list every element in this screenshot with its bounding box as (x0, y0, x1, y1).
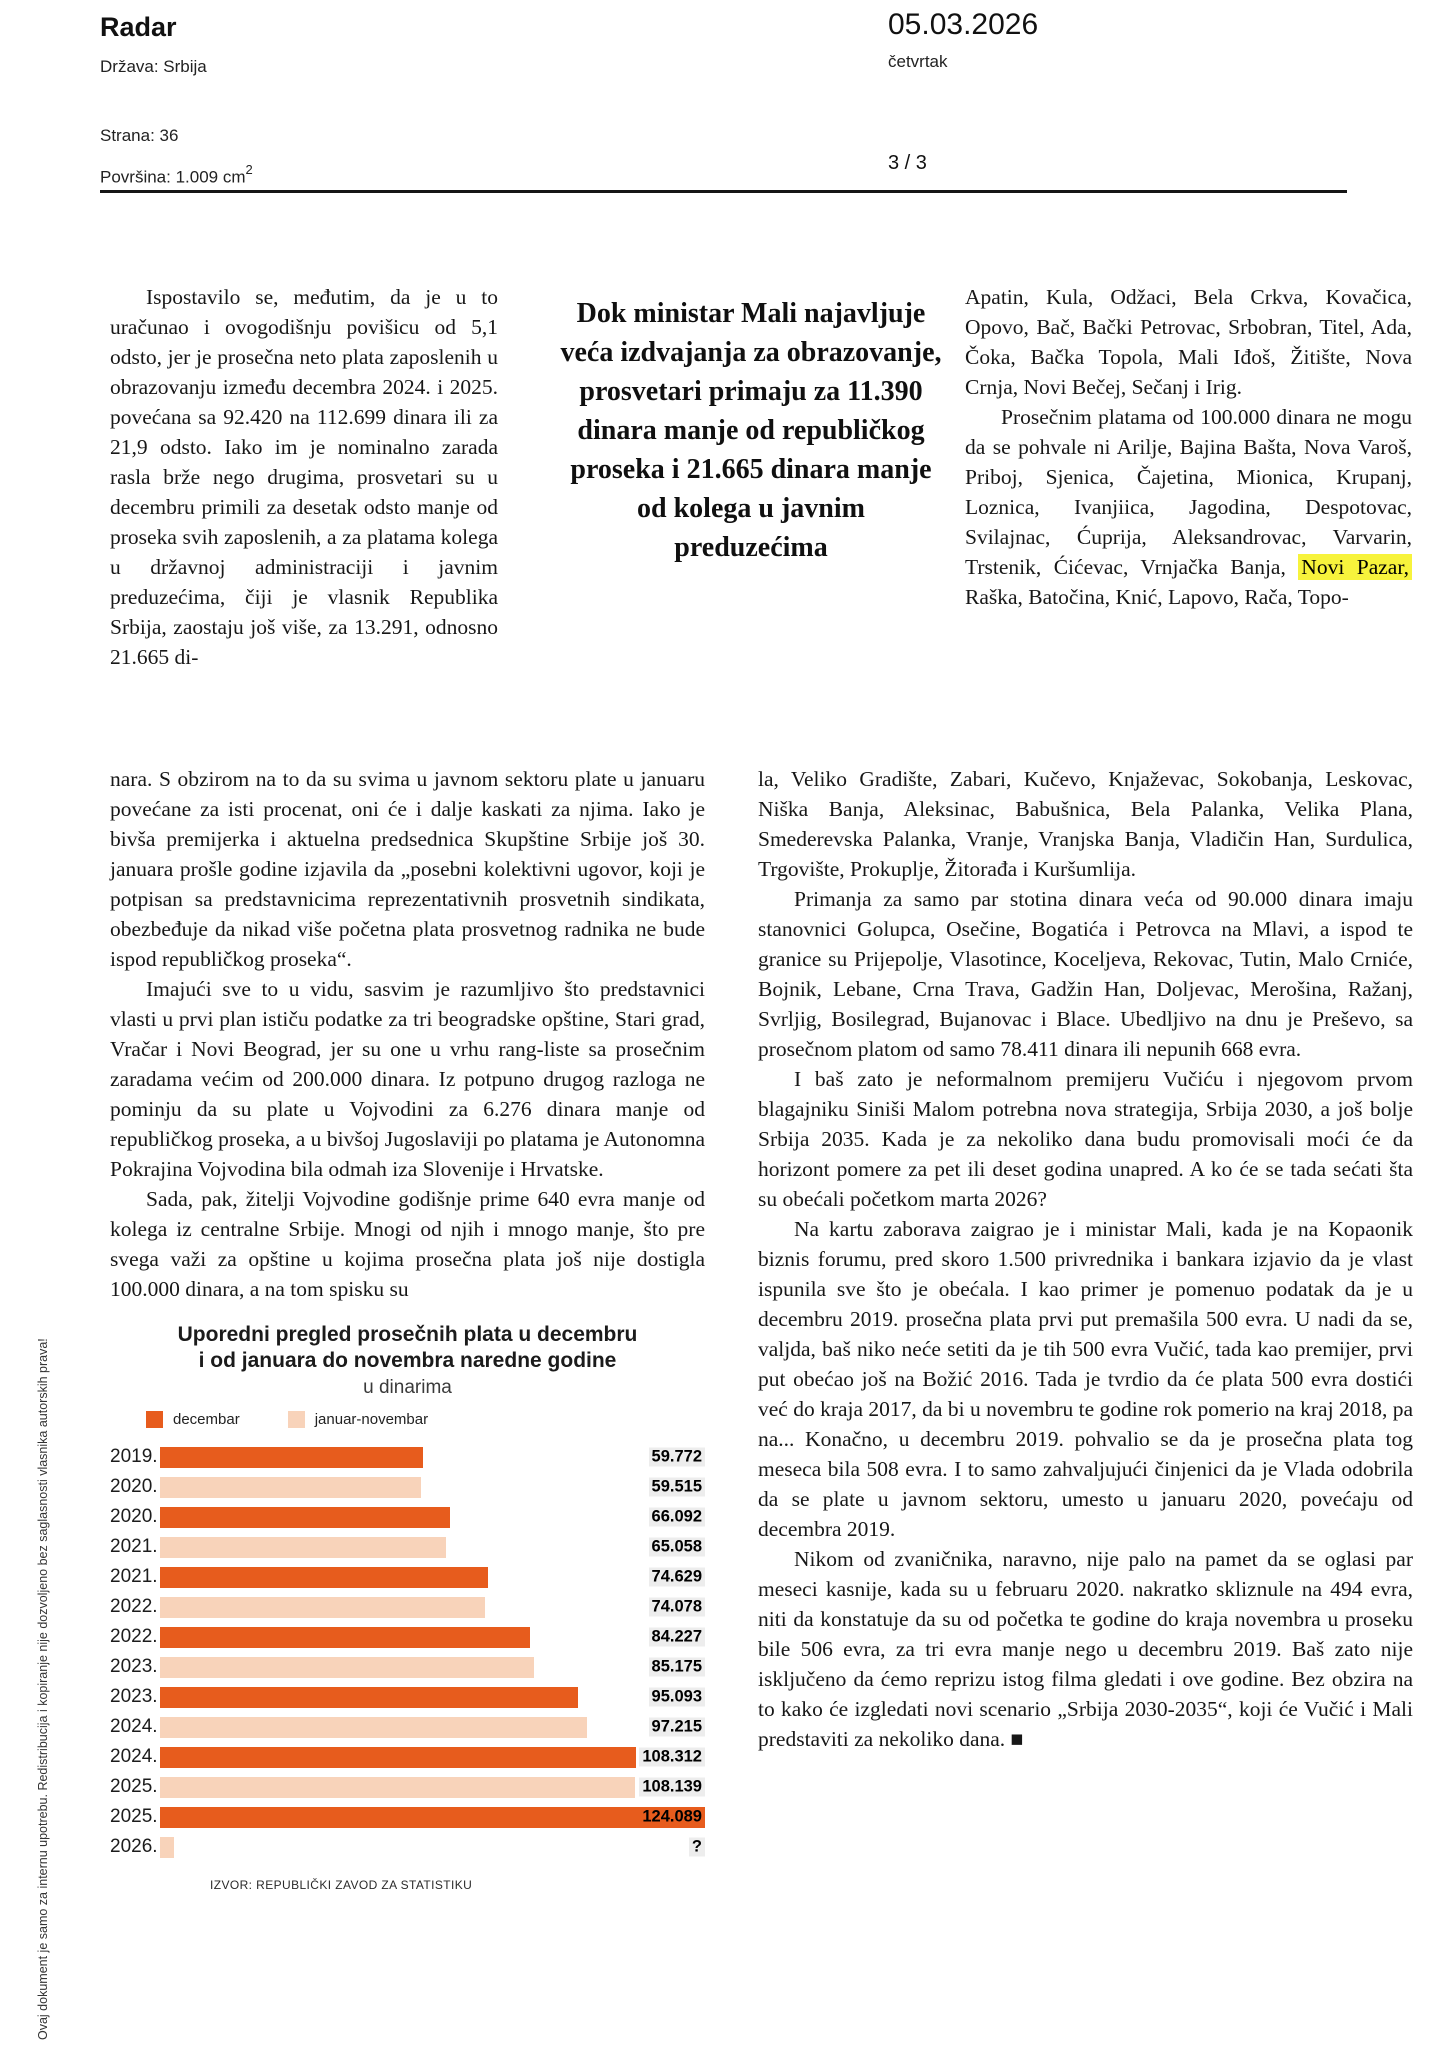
chart-title-line1: Uporedni pregled prosečnih plata u decembru (177, 1323, 638, 1346)
chart-year-label: 2023. (110, 1686, 158, 1707)
chart-row (110, 1742, 705, 1772)
chart-bar-track (160, 1537, 705, 1558)
weekday-label: četvrtak (888, 52, 948, 71)
chart-row (110, 1652, 705, 1682)
pull-quote (557, 294, 945, 567)
chart-value-label: ? (689, 1838, 705, 1857)
page-number-label: Strana: 36 (100, 126, 179, 145)
chart-row (110, 1802, 705, 1832)
chart-year-label: 2024. (110, 1746, 158, 1767)
article-paragraph: Primanja za samo par stotina dinara veća od 90.000 dinara imaju stanovnici Golupca, Osečine, Bogatića i Petrovca na Mlavi, a ispod te granice su Prijepolje, Vlasotince, Koceljeva, Rekovac, Tutin, Malo Crniće, Bojnik, Lebane, Crna Trava, Gadžin Han, Doljevac, Merošina, Ražanj, Svrljig, Bosilegrad, Bujanovac i Blace. Ubedljivo na dnu je Preševo, sa prosečnom platom od samo 78.411 dinara ili nepunih 668 evra. (758, 887, 1413, 1061)
area-text: Površina: 1.009 cm (100, 167, 246, 187)
article-paragraph: Nikom od zvaničnika, naravno, nije palo na pamet da se oglasi par meseci kasnije, kada su u februaru 2020. nakratko skliznule na 494 evra, niti da konstatuje da su od početka te godine do kraja novembra u proseku bile 506 evra, za tri evra manje nego u decembru 2019. Baš zato nije isključeno da ćemo reprizu istog filma gledati i ove godine. Bez obzira na to kako će izgledati novi scenario „Srbija 2030-2035“, koji će Vučić i Mali predstaviti za nekoliko dana. ■ (758, 1547, 1413, 1751)
chart-row (110, 1562, 705, 1592)
paragraph-text: Prosečnim platama od 100.000 dinara ne mogu da se pohvale ni Arilje, Bajina Bašta, Nova Varoš, Priboj, Sjenica, Čajetina, Mionica, Krupanj, Loznica, Ivanjiica, Jagodina, Despotovac, Svilajnac, Ćuprija, Aleksandrovac, Varvarin, Trstenik, Ćićevac, Vrnjačka Banja, (965, 405, 1412, 579)
chart-bar (160, 1687, 578, 1708)
publication-title: Radar (100, 12, 177, 42)
legend-item-decembar (146, 1411, 240, 1428)
article-paragraph: la, Veliko Gradište, Zabari, Kučevo, Knjaževac, Sokobanja, Leskovac, Niška Banja, Aleksinac, Babušnica, Bela Palanka, Velika Plana, Smederevska Palanka, Vranje, Vranjska Banja, Vladičin Han, Surdulica, Trgovište, Prokuplje, Žitorađa i Kuršumlija. (758, 767, 1413, 881)
chart-subtitle: u dinarima (363, 1377, 452, 1398)
chart-value-label: 95.093 (649, 1688, 705, 1707)
article-paragraph (965, 402, 1412, 612)
article-paragraph: Apatin, Kula, Odžaci, Bela Crkva, Kovačica, Opovo, Bač, Bački Petrovac, Srbobran, Titel, Ada, Čoka, Bačka Topola, Mali Iđoš, Žitište, Nova Crnja, Novi Bečej, Sečanj i Irig. (965, 285, 1412, 399)
chart-row (110, 1472, 705, 1502)
chart-title-line2: i od januara do novembra naredne godine (198, 1349, 617, 1372)
chart-row (110, 1502, 705, 1532)
chart-bar-track (160, 1777, 705, 1798)
chart-bar (160, 1657, 534, 1678)
chart-bar-track (160, 1627, 705, 1648)
article-paragraph: nara. S obzirom na to da su svima u javnom sektoru plate u januaru povećane za isti procenat, oni će i dalje kaskati za njima. Iako je bivša premijerka i aktuelna predsednica Skupštine Srbije još 30. januara prošle godine izjavila da „posebni kolektivni ugovor, koji je potpisan sa predstavnicima reprezentativnih prosvetnih sindikata, obezbeđuje da nikad više početna plata prosvetnog radnika ne bude ispod republičkog proseka“. (110, 767, 705, 971)
header-divider (100, 190, 1347, 193)
article-paragraph: Imajući sve to u vidu, sasvim je razumljivo što predstavnici vlasti u prvi plan ističu podatke za tri beogradske opštine, Stari grad, Vračar i Novi Beograd, jer su one u vrhu rang-liste sa prosečnim zaradama većim od 200.000 dinara. Iz potpuno drugog razloga ne pominju da su plate u Vojvodini za 6.276 dinara manje od republičkog proseka, a u bivšoj Jugoslaviji po platama je Autonomna Pokrajina Vojvodina bila odmah iza Slovenije i Hrvatske. (110, 977, 705, 1181)
legend-label: decembar (173, 1411, 240, 1428)
chart-bar (160, 1597, 485, 1618)
chart-year-label: 2019. (110, 1446, 158, 1467)
pagination-label: 3 / 3 (888, 152, 927, 174)
chart-legend (146, 1411, 705, 1428)
chart-row (110, 1592, 705, 1622)
legend-swatch-decembar (146, 1411, 163, 1428)
chart-year-label: 2022. (110, 1626, 158, 1647)
article-paragraph: I baš zato je neformalnom premijeru Vučiću i njegovom prvom blagajniku Siniši Malom potrebna nova strategija, Srbija 2030, a još bolje Srbija 2035. Kada je za nekoliko dana budu promovisali moći će da horizont pomere za pet ili deset godina unapred. A ko će se tada sećati šta su obećali početkom marta 2026? (758, 1067, 1413, 1211)
chart-bar (160, 1507, 450, 1528)
chart-value-label: 124.089 (642, 1807, 702, 1826)
chart-value-label: 74.629 (649, 1568, 705, 1587)
chart-bar-track (160, 1687, 705, 1708)
chart-bar-track (160, 1657, 705, 1678)
chart-year-label: 2021. (110, 1566, 158, 1587)
article-column-3 (965, 282, 1412, 612)
copyright-disclaimer: Ovaj dokument je samo za internu upotrebu. Redistribucija i kopiranje nije dozvoljeno bez saglasnosti vlasnika autorskih prava! (36, 1338, 50, 2040)
chart-value-label: 65.058 (649, 1538, 705, 1557)
chart-value-label: 66.092 (649, 1508, 705, 1527)
chart-source: IZVOR: REPUBLIČKI ZAVOD ZA STATISTIKU (210, 1878, 473, 1892)
chart-bar-track (160, 1567, 705, 1588)
chart-bar (160, 1537, 446, 1558)
chart-row (110, 1532, 705, 1562)
area-label (100, 164, 253, 188)
chart-bar (160, 1717, 587, 1738)
chart-year-label: 2026. (110, 1836, 158, 1857)
chart-bar-track (160, 1507, 705, 1528)
chart-value-label: 108.312 (639, 1748, 705, 1767)
highlighted-text: Novi Pazar, (1298, 554, 1412, 580)
chart-bar (160, 1477, 421, 1498)
chart-bar-track (160, 1597, 705, 1618)
chart-row (110, 1682, 705, 1712)
chart-bar-track (160, 1837, 705, 1858)
chart-year-label: 2022. (110, 1596, 158, 1617)
chart-year-label: 2025. (110, 1776, 158, 1797)
chart-row (110, 1442, 705, 1472)
chart-year-label: 2025. (110, 1806, 158, 1827)
chart-bar (160, 1447, 423, 1468)
article-paragraph: Na kartu zaborava zaigrao je i ministar Mali, kada je na Kopaonik biznis forumu, pred skoro 1.500 privrednika i bankara izjavio da je vlast ispunila sve što je obećala. I kao primer je pomenuo podatak da je u decembru 2019. prosečna plata prvi put premašila 500 evra. U nadi da se, valjda, baš niko neće setiti da je tih 500 evra Vučić, tada kao premijer, prvi put obećao još na Božić 2016. Tada je tvrdio da će plata 500 evra dostići već do kraja 2017, da bi u novembru te godine rok pomerio na kraj 2018, pa na... Konačno, u decembru 2019. pohvalio se da je prosečna plata tog meseca bila 508 evra. I to samo zahvaljujući činjenici da je Vlada odobrila da se plate u javnom sektoru, umesto u januaru 2020, povećaju od decembra 2019. (758, 1217, 1413, 1541)
chart-bar (160, 1627, 530, 1648)
article-paragraph: Sada, pak, žitelji Vojvodine godišnje prime 640 evra manje od kolega iz centralne Srbije. Mnogi od njih i mnogo manje, što pre svega važi za opštine u kojima prosečna plata još nije dostigla 100.000 dinara, a na tom spisku su (110, 1187, 705, 1301)
paragraph-text: Raška, Batočina, Knić, Lapovo, Rača, Topo- (965, 585, 1349, 609)
chart-bar (160, 1807, 705, 1828)
chart-value-label: 84.227 (649, 1628, 705, 1647)
chart-value-label: 108.139 (639, 1778, 705, 1797)
article-column-wide (758, 764, 1413, 1754)
chart-bar (160, 1837, 174, 1858)
chart-bar (160, 1747, 636, 1768)
chart-bar-track (160, 1717, 705, 1738)
chart-row (110, 1832, 705, 1862)
issue-date: 05.03.2026 (888, 8, 1039, 41)
chart-title (110, 1322, 705, 1374)
chart-value-label: 85.175 (649, 1658, 705, 1677)
article-column-1-bottom (110, 764, 705, 1304)
chart-row (110, 1622, 705, 1652)
chart-bar-track (160, 1807, 705, 1828)
pull-quote-text: Dok ministar Mali najavljuje veća izdvajanja za obrazovanje, prosvetari primaju za 11.390 dinara manje od republičkog proseka i 21.665 dinara manje od kolega u javnim preduzećima (560, 298, 942, 563)
salary-bar-chart (110, 1322, 705, 1892)
chart-row (110, 1772, 705, 1802)
chart-value-label: 74.078 (649, 1598, 705, 1617)
chart-year-label: 2020. (110, 1506, 158, 1527)
chart-value-label: 97.215 (649, 1718, 705, 1737)
chart-value-label: 59.772 (649, 1448, 705, 1467)
country-label: Država: Srbija (100, 57, 207, 76)
article-column-1-top (110, 282, 498, 672)
chart-rows (110, 1442, 705, 1862)
chart-year-label: 2023. (110, 1656, 158, 1677)
chart-row (110, 1712, 705, 1742)
article-paragraph: Ispostavilo se, međutim, da je u to uračunao i ovogodišnju povišicu od 5,1 odsto, jer je prosečna neto plata zaposlenih u obrazovanju između decembra 2024. i 2025. povećana sa 92.420 na 112.699 dinara ili za 21,9 odsto. Iako im je nominalno zarada rasla brže nego drugima, prosvetari su u decembru primili za desetak odsto manje od proseka svih zaposlenih, a za platama kolega u državnoj administraciji i javnim preduzećima, čiji je vlasnik Republika Srbija, zaostaju još više, za 13.291, odnosno 21.665 di- (110, 285, 498, 669)
chart-year-label: 2021. (110, 1536, 158, 1557)
legend-item-januar-novembar (288, 1411, 428, 1428)
chart-bar-track (160, 1447, 705, 1468)
legend-label: januar-novembar (314, 1411, 429, 1428)
chart-bar (160, 1567, 488, 1588)
chart-value-label: 59.515 (649, 1478, 705, 1497)
chart-bar (160, 1777, 635, 1798)
chart-year-label: 2024. (110, 1716, 158, 1737)
chart-bar-track (160, 1747, 705, 1768)
chart-bar-track (160, 1477, 705, 1498)
chart-year-label: 2020. (110, 1476, 158, 1497)
legend-swatch-januar-novembar (288, 1411, 305, 1428)
area-superscript: 2 (245, 162, 253, 177)
